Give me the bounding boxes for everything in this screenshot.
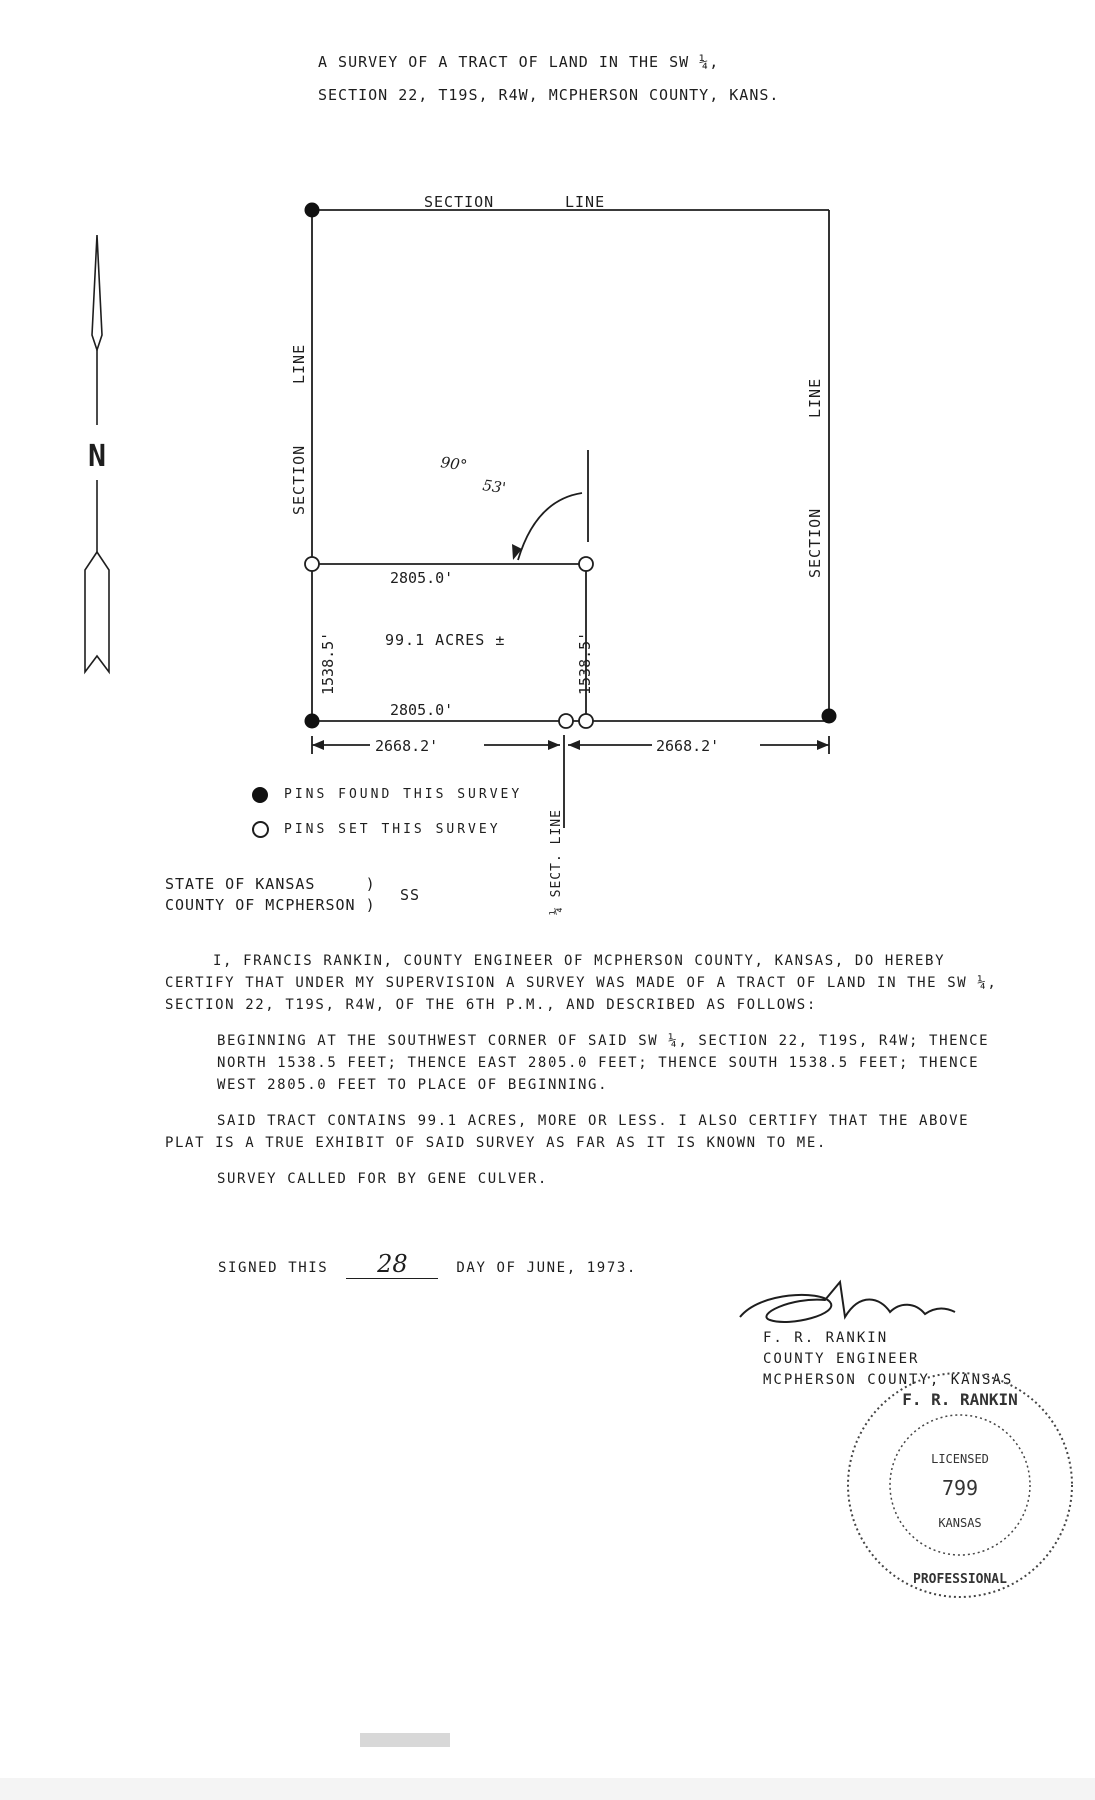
angle-minutes: 53' [481, 476, 507, 498]
north-label: N [87, 439, 107, 474]
dim-arrow-mid-left-icon [548, 740, 560, 750]
seal-number: 799 [941, 1476, 979, 1500]
pin-found-legend-icon [252, 787, 268, 803]
seal-outer-text: F. R. RANKIN [902, 1390, 1018, 1409]
right-dimension: 1538.5' [576, 631, 594, 695]
seal-licensed: LICENSED [931, 1452, 989, 1466]
dim-arrow-east-icon [817, 740, 829, 750]
legend-set-label: PINS SET THIS SURVEY [284, 822, 501, 837]
left-dimension: 1538.5' [319, 631, 337, 695]
pin-set-quarter-icon [559, 714, 573, 728]
signer-county: MCPHERSON COUNTY, KANSAS [763, 1372, 1014, 1388]
pin-found-sw-icon [305, 714, 320, 729]
pin-found-nw-icon [305, 203, 320, 218]
signature-stroke-icon [740, 1282, 955, 1322]
bottom-dimension: 2805.0' [390, 701, 454, 719]
signed-prefix: SIGNED THIS [218, 1260, 329, 1276]
certificate-para-3: SAID TRACT CONTAINS 99.1 ACRES, MORE OR LESS. I ALSO CERTIFY THAT THE ABOVE PLAT IS A TRUE EXHIBIT OF SAID SURVEY AS FAR AS IT IS KNOWN TO ME. [165, 1113, 970, 1151]
signer-name: F. R. RANKIN [763, 1330, 889, 1346]
title-line-1: A SURVEY OF A TRACT OF LAND IN THE SW ¼, [318, 53, 720, 71]
venue-block: STATE OF KANSAS ) COUNTY OF MCPHERSON ) [165, 875, 376, 914]
certificate-body [165, 950, 1000, 1190]
venue-state: STATE OF KANSAS [165, 875, 316, 893]
pin-set-legend-icon [252, 821, 269, 838]
seal-state: KANSAS [938, 1516, 982, 1530]
signed-day: 28 [377, 1250, 408, 1278]
west-section-word: SECTION [290, 444, 308, 515]
signed-suffix: DAY OF JUNE, 1973. [456, 1260, 637, 1276]
signer-title: COUNTY ENGINEER [763, 1351, 920, 1367]
dim-arrow-west-icon [312, 740, 324, 750]
east-section-word: SECTION [806, 507, 824, 578]
pin-set-se-icon [579, 714, 593, 728]
certificate-para-2: BEGINNING AT THE SOUTHWEST CORNER OF SAID SW ¼, SECTION 22, T19S, R4W; THENCE NORTH 1538.5 FEET; THENCE EAST 2805.0 FEET; THENCE SOUTH 1538.5 FEET; THENCE WEST 2805.0 FEET TO PLACE OF BEGINNING. [217, 1033, 990, 1093]
angle-degrees: 90° [439, 453, 469, 475]
top-line-word: LINE [565, 193, 606, 211]
certificate-para-4: SURVEY CALLED FOR BY GENE CULVER. [217, 1171, 548, 1187]
east-line-word: LINE [806, 377, 824, 418]
legend-found-label: PINS FOUND THIS SURVEY [284, 787, 523, 802]
quarter-section-label: ¼ SECT. LINE [549, 809, 564, 915]
east-half-distance: 2668.2' [656, 737, 720, 755]
pin-set-west-icon [305, 557, 319, 571]
scan-stamp-artifact [360, 1733, 450, 1747]
top-dimension: 2805.0' [390, 569, 454, 587]
angle-arc [518, 493, 582, 560]
engineer-seal [840, 1365, 1080, 1605]
certificate-para-1: I, FRANCIS RANKIN, COUNTY ENGINEER OF MCPHERSON COUNTY, KANSAS, DO HEREBY CERTIFY THAT UNDER MY SUPERVISION A SURVEY WAS MADE OF A TRACT OF LAND IN THE SW ¼, SECTION 22, T19S, R4W, OF THE 6TH P.M., AND DESCRIBED AS FOLLOWS: [165, 953, 998, 1013]
scan-bottom-edge [0, 1778, 1095, 1800]
venue-ss: SS [400, 886, 421, 904]
pin-set-east-icon [579, 557, 593, 571]
dim-arrow-mid-right-icon [568, 740, 580, 750]
west-line-word: LINE [290, 343, 308, 384]
pin-found-se-icon [822, 709, 837, 724]
area-label: 99.1 ACRES ± [385, 631, 506, 649]
west-half-distance: 2668.2' [375, 737, 439, 755]
top-section-word: SECTION [424, 193, 495, 211]
title-line-2: SECTION 22, T19S, R4W, MCPHERSON COUNTY, KANS. [318, 86, 780, 104]
seal-bottom-text: PROFESSIONAL [913, 1572, 1007, 1587]
signed-line [218, 1250, 637, 1279]
venue-county: COUNTY OF MCPHERSON [165, 896, 356, 914]
pins [305, 203, 837, 729]
